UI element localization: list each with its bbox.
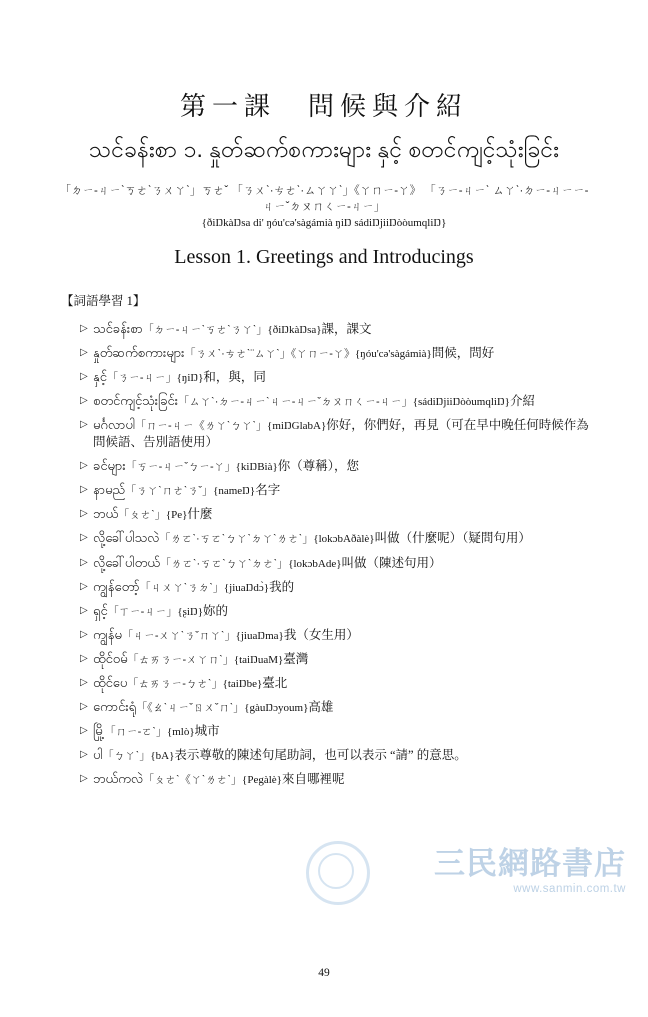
list-item-body (93, 602, 590, 620)
term-romanization: {Pe} (165, 509, 188, 522)
list-marker: ▷ (80, 347, 88, 359)
term-zhuyin: 「ㄌㄛˋ·ㄎㄛˋㄅㄚˋㄉㄚˋㄌㄜˋ」 (159, 533, 314, 546)
list-item (80, 502, 590, 526)
term-zhuyin: 「ㄌㄛˋ·ㄎㄛˋㄅㄚˋㄉㄜˋ」 (159, 557, 289, 570)
term-burmese: ကျွန်တော့် (93, 578, 140, 594)
term-burmese: ခင်များ (93, 458, 126, 474)
list-item-body (93, 368, 590, 386)
list-item (80, 454, 590, 478)
list-item-body (93, 481, 590, 499)
term-zhuyin: 「ㄐㄨㄚˋㄋㄉˋ」 (139, 581, 224, 594)
term-burmese: သင်ခန်းစာ (93, 321, 143, 337)
term-chinese: 名字 (255, 483, 281, 498)
term-zhuyin: 「ㄋㄨˋ·ㄘㄜˋ¨ㄙㄚˋ」《ㄚㄇㄧ-ㄚ》 (184, 348, 355, 361)
term-zhuyin: 「ㄐㄧ-ㄨㄚˋㄋˇㄇㄚˋ」 (121, 629, 236, 642)
list-marker: ▷ (80, 508, 88, 520)
list-item-body (93, 674, 590, 692)
watermark-logo-icon (306, 841, 370, 905)
term-romanization: {Pegàlè} (242, 774, 282, 787)
list-item (80, 575, 590, 599)
term-chinese: 你（尊稱），您 (277, 459, 360, 474)
page-title-english: Lesson 1. Greetings and Introducings (174, 246, 474, 268)
term-zhuyin: 「ㄋㄚˋㄇㄜˋㄋˇ」 (125, 485, 214, 498)
term-zhuyin: 「ㄒㄧ-ㄐㄧ」 (107, 605, 178, 618)
list-marker: ▷ (80, 484, 88, 496)
term-burmese: လို့ခေါ်ပါတယ် (93, 554, 160, 570)
list-marker: ▷ (80, 724, 88, 736)
term-chinese: 表示尊敬的陳述句尾助詞，也可以表示 “請” 的意思。 (174, 748, 467, 763)
watermark-main-text: 三民網路書店 (434, 845, 626, 881)
list-item-body (93, 746, 590, 764)
term-romanization: {mlò} (166, 725, 195, 738)
term-burmese: ကောင်းရုံ (93, 698, 137, 714)
page-title-chinese: 第一課 問候與介紹 (179, 92, 468, 121)
list-item (80, 526, 590, 550)
list-marker: ▷ (80, 419, 88, 431)
list-item-body (93, 698, 590, 716)
term-chinese: 臺北 (262, 675, 288, 690)
term-chinese: 什麼 (187, 507, 213, 522)
vocabulary-list (58, 317, 590, 791)
list-item (80, 623, 590, 647)
term-burmese: ကျွန်မ (93, 626, 122, 642)
term-burmese: စတင်ကျင့်သုံးခြင်း (93, 393, 179, 409)
list-marker: ▷ (80, 460, 88, 472)
list-marker: ▷ (80, 580, 88, 592)
term-chinese: 問候，問好 (431, 346, 495, 361)
term-burmese: ဘယ်ကလဲ (93, 771, 144, 787)
list-item (80, 695, 590, 719)
list-marker: ▷ (80, 323, 88, 335)
term-zhuyin: 「ㄙㄚˋ·ㄉㄧ-ㄐㄧˋㄐㄧ-ㄐㄧˇㄉㄡㄇㄑㄧ-ㄐㄧ」 (178, 396, 413, 409)
list-item (80, 767, 590, 791)
watermark (434, 847, 626, 895)
list-item-body (93, 554, 590, 572)
term-zhuyin: 「ㄊㄞㄋㄧ-ㄅㄜˋ」 (127, 677, 223, 690)
list-item (80, 719, 590, 743)
list-item (80, 671, 590, 695)
term-romanization: {ŋóu'cə'sàgámià} (354, 348, 432, 361)
list-item (80, 550, 590, 574)
list-item-body (93, 344, 590, 362)
term-romanization: {taiŊuaM} (233, 653, 284, 666)
term-romanization: {jiuaŊdɔ̀} (223, 581, 270, 594)
term-romanization: {ŋiŊ} (176, 372, 204, 385)
term-zhuyin: 「ㄊㄞㄋㄧ-ㄨㄚㄇˋ」 (127, 653, 234, 666)
list-item-body (93, 722, 590, 740)
list-marker: ▷ (80, 556, 88, 568)
list-item-body (93, 505, 590, 523)
page-title-romanization: {ðiŊkàŊsa di' ŋóu'cə'sàgámià ŋiŊ sádiŊjiiŊòòumqliŊ} (201, 217, 447, 229)
term-zhuyin: 「ㄆㄜˋ」 (118, 509, 166, 522)
list-item (80, 743, 590, 767)
term-chinese: 課，課文 (321, 322, 372, 337)
page-title-burmese: သင်ခန်းစာ ၁. နှုတ်ဆက်စကားများ နှင့် စတင်ကျင့်သုံးခြင်း (89, 136, 559, 162)
term-burmese: နှင့် (93, 369, 107, 385)
list-item-body (93, 770, 590, 788)
page-number: 49 (318, 967, 330, 979)
term-romanization: {miŊGlabA} (267, 420, 327, 433)
list-marker: ▷ (80, 604, 88, 616)
term-burmese: ထိုင်ပေ (93, 674, 128, 690)
term-chinese: 叫做（什麼呢）（疑問句用） (374, 531, 531, 546)
term-zhuyin: 「ㄇㄧ-ㄐㄧ《ㄌㄚˋㄅㄚˋ」 (135, 420, 268, 433)
term-chinese: 妳的 (202, 603, 228, 618)
term-burmese: ထိုင်ဝမ် (93, 650, 128, 666)
term-burmese: နှုတ်ဆက်စကားများ (93, 345, 185, 361)
term-romanization: {ðiŊkàŊsa} (267, 324, 322, 337)
list-item (80, 389, 590, 413)
watermark-sub-text: www.sanmin.com.tw (513, 883, 626, 895)
list-marker: ▷ (80, 652, 88, 664)
term-zhuyin: 「ㄉㄧ-ㄐㄧˋㄎㄜˋㄋㄚˋ」 (142, 324, 268, 337)
term-burmese: ပါ (93, 747, 103, 763)
section-heading: 【詞語學習 1】 (61, 294, 146, 308)
term-romanization: {ʂiŊ} (177, 605, 203, 618)
list-item (80, 647, 590, 671)
list-marker: ▷ (80, 532, 88, 544)
list-marker: ▷ (80, 676, 88, 688)
list-item-body (93, 626, 590, 644)
term-chinese: 我（女生用） (283, 627, 359, 642)
term-chinese: 我的 (269, 579, 295, 594)
list-marker: ▷ (80, 749, 88, 761)
term-chinese: 和，與，同 (203, 370, 266, 385)
term-romanization: {lokɔbAde} (288, 557, 342, 570)
term-romanization: {gàuŊɔyoum} (244, 701, 309, 714)
term-burmese: ရှင့် (93, 602, 108, 618)
term-zhuyin: 「ㄎㄧ-ㄐㄧˇㄅㄧ-ㄚ」 (125, 461, 236, 474)
list-item-body (93, 457, 590, 475)
page-title-zhuyin: 「ㄉㄧ-ㄐㄧˋㄎㄜˋㄋㄨㄚˋ」ㄎㄜˇ 「ㄋㄨˋ·ㄘㄜˋ·ㄙㄚㄚˋ」《ㄚㄇㄧ-ㄚ》 「ㄋㄧ-ㄐㄧˋ ㄙㄚˋ·ㄉㄧ-ㄐㄧㄧ-ㄐㄧˇㄉㄡㄇㄑㄧ-ㄐㄧ」 (59, 185, 589, 213)
list-item (80, 365, 590, 389)
term-romanization: {lokɔbAðàlè} (313, 533, 375, 546)
list-marker: ▷ (80, 371, 88, 383)
document-page (0, 86, 648, 1017)
term-chinese: 高雄 (308, 699, 334, 714)
term-burmese: ဘယ် (93, 506, 119, 522)
term-chinese: 來自哪裡呢 (281, 772, 345, 787)
list-marker: ▷ (80, 773, 88, 785)
term-chinese: 叫做（陳述句用） (341, 555, 442, 570)
list-item-body (93, 392, 590, 410)
term-chinese: 城市 (194, 723, 220, 738)
term-romanization: {sádiŊjiiŊòòumqliŊ} (412, 396, 510, 409)
term-romanization: {bA} (150, 750, 175, 763)
term-zhuyin: 「ㄇㄧ-ㄛˋ」 (104, 725, 167, 738)
term-burmese: နာမည် (93, 482, 126, 498)
list-item (80, 317, 590, 341)
term-romanization: {nameŊ} (213, 485, 256, 498)
term-chinese: 你好，你們好，再見（可在早中晚任何時候作為問候語、告別語使用） (93, 418, 589, 450)
term-zhuyin: 「ㄅㄚˋ」 (102, 750, 151, 763)
term-chinese: 介紹 (509, 394, 535, 409)
list-item (80, 478, 590, 502)
term-burmese: မင်္ဂလာပါ (93, 417, 136, 433)
term-chinese: 臺灣 (283, 651, 309, 666)
term-zhuyin: 「《ㄠˋㄐㄧˇㄖㄨˇㄇˋ」 (136, 701, 245, 714)
list-item-body (93, 320, 590, 338)
list-item (80, 413, 590, 454)
term-zhuyin: 「ㄆㄜˋ《ㄚˋㄌㄜˋ」 (143, 774, 243, 787)
list-item (80, 599, 590, 623)
term-burmese: လို့ခေါ်ပါသလဲ (93, 530, 160, 546)
term-zhuyin: 「ㄋㄧ-ㄐㄧ」 (106, 372, 177, 385)
list-item-body (93, 529, 590, 547)
term-burmese: မြို့ (93, 722, 105, 738)
term-romanization: {jiuaŊma} (235, 629, 284, 642)
list-marker: ▷ (80, 395, 88, 407)
list-item (80, 341, 590, 365)
list-item-body (93, 416, 590, 451)
term-romanization: {kiŊBià} (235, 461, 278, 474)
term-romanization: {taiŊbe} (222, 677, 263, 690)
list-item-body (93, 578, 590, 596)
list-item-body (93, 650, 590, 668)
list-marker: ▷ (80, 628, 88, 640)
list-marker: ▷ (80, 700, 88, 712)
